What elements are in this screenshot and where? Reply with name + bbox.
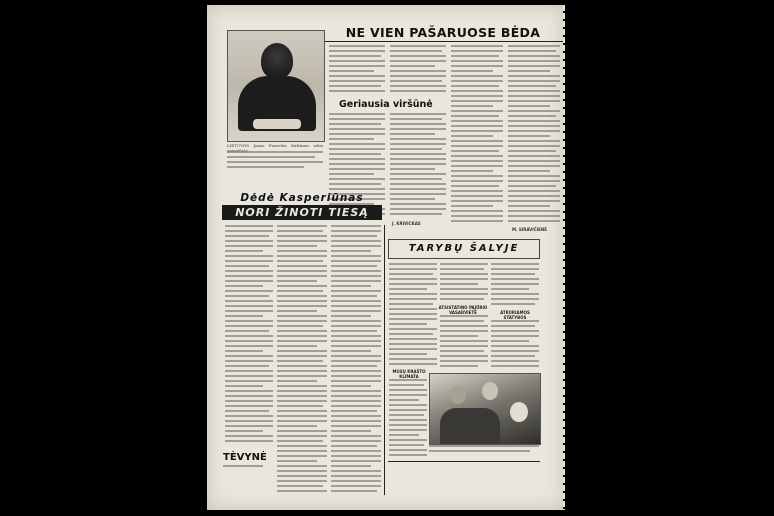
mini-headline-1: ATSISTATINO PAJŪRIO VASARVIETĖ: [438, 305, 488, 315]
portrait-photo: [227, 30, 325, 142]
article-col-2: [390, 45, 446, 97]
ussr-section-title: TARYBŲ ŠALYJE: [388, 239, 540, 259]
ussr-col-4: [389, 379, 427, 459]
mini-headline-3: ATKURIAMOS STATYBOS: [500, 310, 530, 320]
mini-headline-2: MUSŲ KRAŠTO KLIMATA: [392, 369, 426, 379]
article-col-3: [451, 45, 503, 225]
photo2-caption: [429, 445, 539, 459]
uncle-headline: Dėdė Kasperiūnas: [240, 192, 364, 204]
peak-headline: Geriausia viršūnė: [339, 99, 433, 110]
photo-caption: LIETUVOS Jonas Puzeritis dirbtinės odos: [227, 143, 323, 148]
signature-2: M. SIRAVIČIENĖ: [512, 227, 547, 232]
masthead: TĖVYNĖ: [223, 452, 267, 463]
ussr-col-3a: [491, 263, 539, 308]
column-rule: [384, 225, 385, 495]
main-headline: NE VIEN PAŠARUOSE BĖDA: [345, 25, 541, 40]
section-bottom-rule: [388, 461, 540, 462]
ussr-col-2b: [440, 315, 488, 370]
article-col-4: [508, 45, 560, 225]
ussr-col-1: [389, 263, 437, 368]
article-col-1: [329, 45, 385, 97]
want-truth-banner: NORI ŽINOTI TIESĄ: [222, 205, 382, 220]
caption-text: [227, 151, 323, 177]
ussr-col-3b: [491, 320, 539, 370]
torn-edge: [563, 5, 565, 510]
newspaper-page: [207, 5, 565, 510]
article-col-6: [390, 113, 446, 218]
masthead-sub: [223, 465, 273, 473]
ussr-col-2a: [440, 263, 488, 303]
article-col-8: [277, 225, 327, 495]
signature-1: J. KRIVICKAS: [392, 221, 421, 226]
article-col-7: [225, 225, 273, 447]
article-col-9: [331, 225, 381, 495]
group-photo: [429, 373, 541, 445]
headline-rule: [323, 41, 563, 42]
